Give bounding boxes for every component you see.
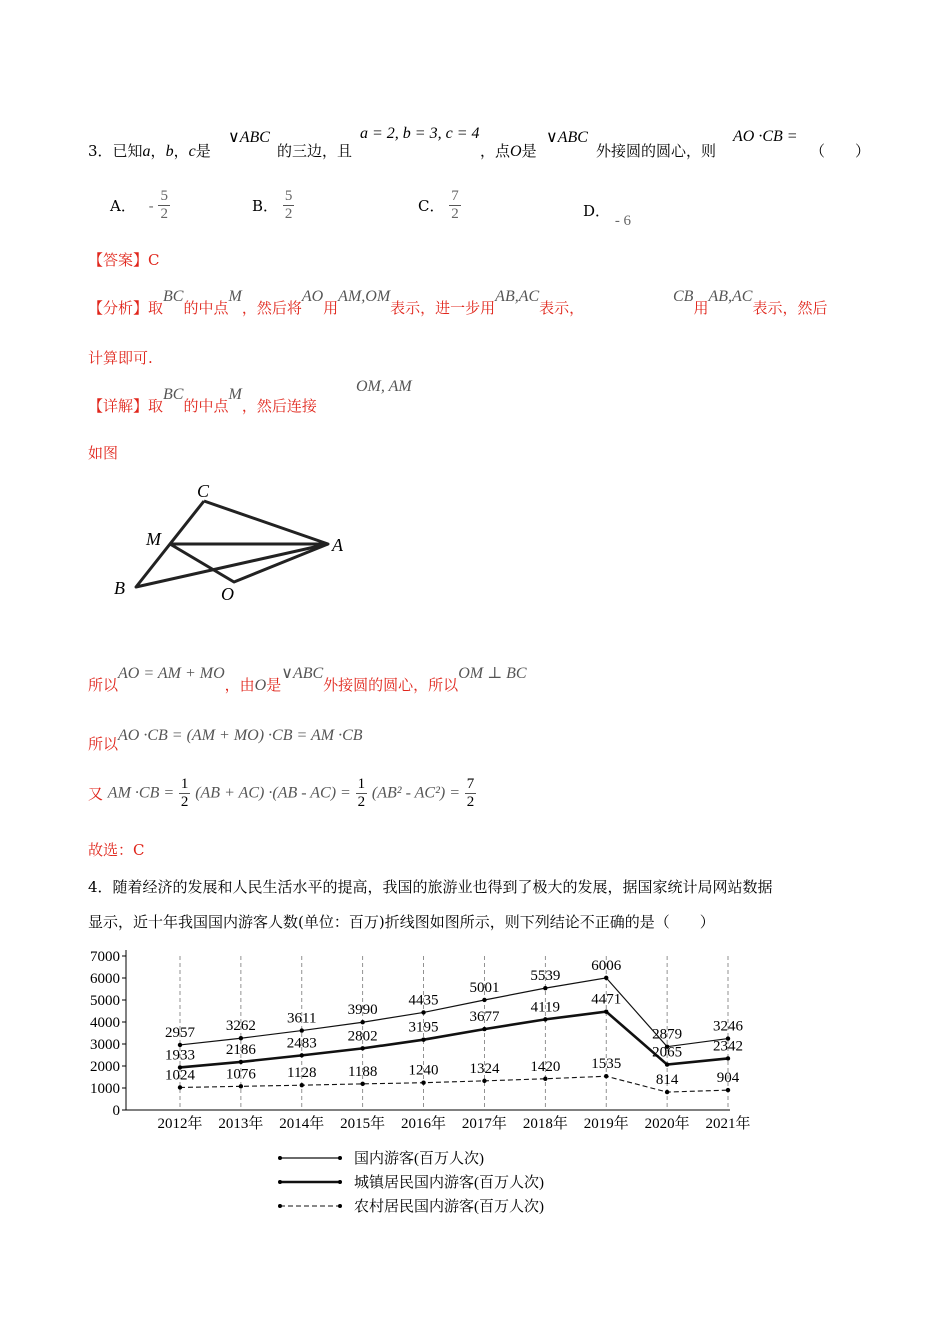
data-point-thin: [482, 998, 486, 1002]
legend-marker: [278, 1156, 282, 1160]
data-point-bold: [300, 1053, 304, 1057]
data-label-thin: 2879: [652, 1026, 683, 1043]
label-c: C: [197, 481, 210, 501]
data-label-bold: 2483: [286, 1035, 317, 1052]
x-tick-label: 2012年: [157, 1116, 203, 1132]
data-label-dashed: 1076: [225, 1066, 256, 1083]
data-label-dashed: 1240: [408, 1062, 439, 1079]
q3-sides-text: 的三边，且: [277, 142, 353, 160]
data-label-dashed: 904: [716, 1070, 740, 1087]
q3-rutu: 如图: [88, 444, 119, 462]
data-point-dashed: [482, 1079, 486, 1083]
y-tick-label: 6000: [90, 971, 120, 987]
data-point-thin: [421, 1010, 425, 1014]
q3-answer: 【答案】C: [88, 251, 160, 269]
option-b-fraction: $\frac{5}{2}$: [284, 188, 293, 222]
data-point-dashed: [604, 1074, 608, 1078]
data-label-bold: 1933: [165, 1047, 195, 1064]
legend-label-bold: 城镇居民国内游客(百万人次): [354, 1175, 544, 1191]
q4-line2: 显示，近十年我国国内游客人数(单位：百万)折线图如图所示，则下列结论不正确的是（ ）: [88, 913, 715, 931]
data-point-bold: [360, 1046, 364, 1050]
option-b[interactable]: B． $\frac{5}{2}$: [252, 188, 293, 222]
q3-analysis-line2: 计算即可.: [88, 349, 153, 367]
data-label-dashed: 814: [655, 1072, 679, 1089]
data-point-dashed: [665, 1090, 669, 1094]
data-label-bold: 2186: [225, 1041, 256, 1058]
q3-detail-om-am: OM, AM: [356, 378, 412, 395]
data-label-dashed: 1535: [591, 1056, 622, 1073]
x-tick-label: 2017年: [461, 1116, 507, 1132]
data-point-thin: [360, 1020, 364, 1024]
data-point-thin: [239, 1036, 243, 1040]
data-point-bold: [421, 1038, 425, 1042]
data-label-bold: 3677: [469, 1009, 500, 1026]
x-tick-label: 2018年: [522, 1116, 568, 1132]
q3-analysis: 【分析】取BC的中点M，然后将AO用AM,OM表示，进一步用AB,AC表示，: [88, 288, 585, 317]
data-label-dashed: 1420: [530, 1058, 561, 1075]
data-point-thin: [604, 976, 608, 980]
y-tick-label: 2000: [90, 1059, 120, 1075]
series-line-dashed: [180, 1076, 728, 1092]
x-tick-label: 2015年: [340, 1116, 386, 1132]
q3-condition: a = 2, b = 3, c = 4: [360, 125, 480, 142]
q3-triangle: ∨ABC: [228, 129, 270, 146]
y-tick-label: 0: [112, 1103, 120, 1119]
q3-triangle-2: ∨ABC: [546, 129, 588, 146]
option-d[interactable]: D． - 6: [583, 202, 632, 229]
data-label-bold: 3195: [408, 1019, 439, 1036]
y-tick-label: 1000: [90, 1081, 120, 1097]
legend-marker: [278, 1180, 282, 1184]
data-label-bold: 2065: [652, 1044, 683, 1061]
x-tick-label: 2021年: [705, 1116, 751, 1132]
data-point-bold: [482, 1027, 486, 1031]
data-label-thin: 3246: [713, 1018, 743, 1035]
option-a-fraction: $\frac{5}{2}$: [160, 188, 168, 222]
legend-marker: [338, 1156, 342, 1160]
option-c-fraction: $\frac{7}{2}$: [451, 188, 459, 222]
option-a[interactable]: A． - $\frac{5}{2}$: [110, 188, 168, 222]
data-point-dashed: [178, 1085, 182, 1089]
data-label-dashed: 1024: [165, 1067, 195, 1084]
q4-line1: 4．随着经济的发展和人民生活水平的提高，我国的旅游业也得到了极大的发展，据国家统计局网站数据: [88, 878, 773, 896]
half-fraction-2: $\frac{1}{2}$: [357, 776, 366, 810]
q3-expression: AO ·CB =: [733, 128, 798, 145]
q3-so1: 所以AO = AM + MO，由O是∨ABC外接圆的圆心，所以OM ⊥ BC: [88, 665, 527, 694]
y-tick-label: 5000: [90, 993, 120, 1009]
q3-also: 又 AM ·CB = $\frac{1}{2}$ (AB + AC) ·(AB - AC) = $\frac{1}{2}$ (AB² - AC²) = $\frac{7}{2}$: [88, 776, 475, 810]
q3-detail: 【详解】取BC的中点M，然后连接: [88, 386, 317, 415]
data-label-thin: 3262: [225, 1018, 256, 1035]
data-point-dashed: [421, 1081, 425, 1085]
data-point-thin: [543, 986, 547, 990]
data-label-bold: 2802: [347, 1028, 378, 1045]
data-point-dashed: [543, 1077, 547, 1081]
legend-marker: [338, 1180, 342, 1184]
x-tick-label: 2019年: [583, 1116, 629, 1132]
y-tick-label: 3000: [90, 1037, 120, 1053]
legend-marker: [278, 1204, 282, 1208]
data-label-thin: 3611: [287, 1010, 317, 1027]
x-tick-label: 2016年: [401, 1116, 447, 1132]
data-label-thin: 4435: [408, 992, 439, 1009]
label-b: B: [114, 578, 125, 598]
series-line-thin: [180, 978, 728, 1047]
data-label-bold: 4119: [530, 999, 561, 1016]
data-point-bold: [604, 1009, 608, 1013]
option-c[interactable]: C． $\frac{7}{2}$: [418, 188, 459, 222]
label-a: A: [332, 535, 343, 555]
data-point-bold: [665, 1062, 669, 1066]
series-line-bold: [180, 1012, 728, 1068]
q3-choose: 故选：C: [88, 841, 145, 859]
data-point-thin: [300, 1028, 304, 1032]
y-tick-label: 4000: [90, 1015, 120, 1031]
half-fraction-1: $\frac{1}{2}$: [180, 776, 189, 810]
legend-marker: [338, 1204, 342, 1208]
legend-label-dashed: 农村居民国内游客(百万人次): [354, 1199, 544, 1215]
q3-circumcenter-text: 外接圆的圆心，则: [596, 142, 717, 160]
tourist-line-chart: [80, 940, 760, 1230]
data-point-bold: [543, 1017, 547, 1021]
geometry-figure: [100, 475, 360, 610]
label-o: O: [221, 584, 234, 604]
data-label-dashed: 1188: [347, 1063, 378, 1080]
y-tick-label: 7000: [90, 949, 120, 965]
data-label-bold: 2342: [713, 1038, 743, 1055]
data-point-dashed: [360, 1082, 364, 1086]
data-label-thin: 6006: [591, 957, 622, 974]
data-label-bold: 4471: [591, 991, 622, 1008]
q3-number: 3．已知: [88, 142, 143, 160]
data-point-dashed: [239, 1084, 243, 1088]
x-tick-label: 2013年: [218, 1116, 264, 1132]
data-point-bold: [239, 1060, 243, 1064]
data-label-thin: 2957: [165, 1024, 195, 1041]
data-point-bold: [726, 1056, 730, 1060]
label-m: M: [146, 529, 161, 549]
result-fraction: $\frac{7}{2}$: [466, 776, 475, 810]
q3-analysis-tail: CB用AB,AC表示，然后: [673, 288, 828, 317]
legend-label-thin: 国内游客(百万人次): [354, 1151, 484, 1167]
q3-paren: （ ）: [810, 142, 871, 160]
q3-point-text: ，点O是: [480, 142, 537, 160]
data-point-dashed: [300, 1083, 304, 1087]
x-tick-label: 2020年: [644, 1116, 690, 1132]
data-point-dashed: [726, 1088, 730, 1092]
q3-stem: 3．已知a，b，c是: [88, 142, 211, 160]
x-tick-label: 2014年: [279, 1116, 325, 1132]
data-label-thin: 3990: [347, 1002, 378, 1019]
data-label-dashed: 1128: [287, 1065, 317, 1082]
data-label-thin: 5539: [530, 968, 561, 985]
data-label-dashed: 1324: [469, 1060, 500, 1077]
q3-so2: 所以AO ·CB = (AM + MO) ·CB = AM ·CB: [88, 727, 363, 753]
data-label-thin: 5001: [469, 979, 500, 996]
